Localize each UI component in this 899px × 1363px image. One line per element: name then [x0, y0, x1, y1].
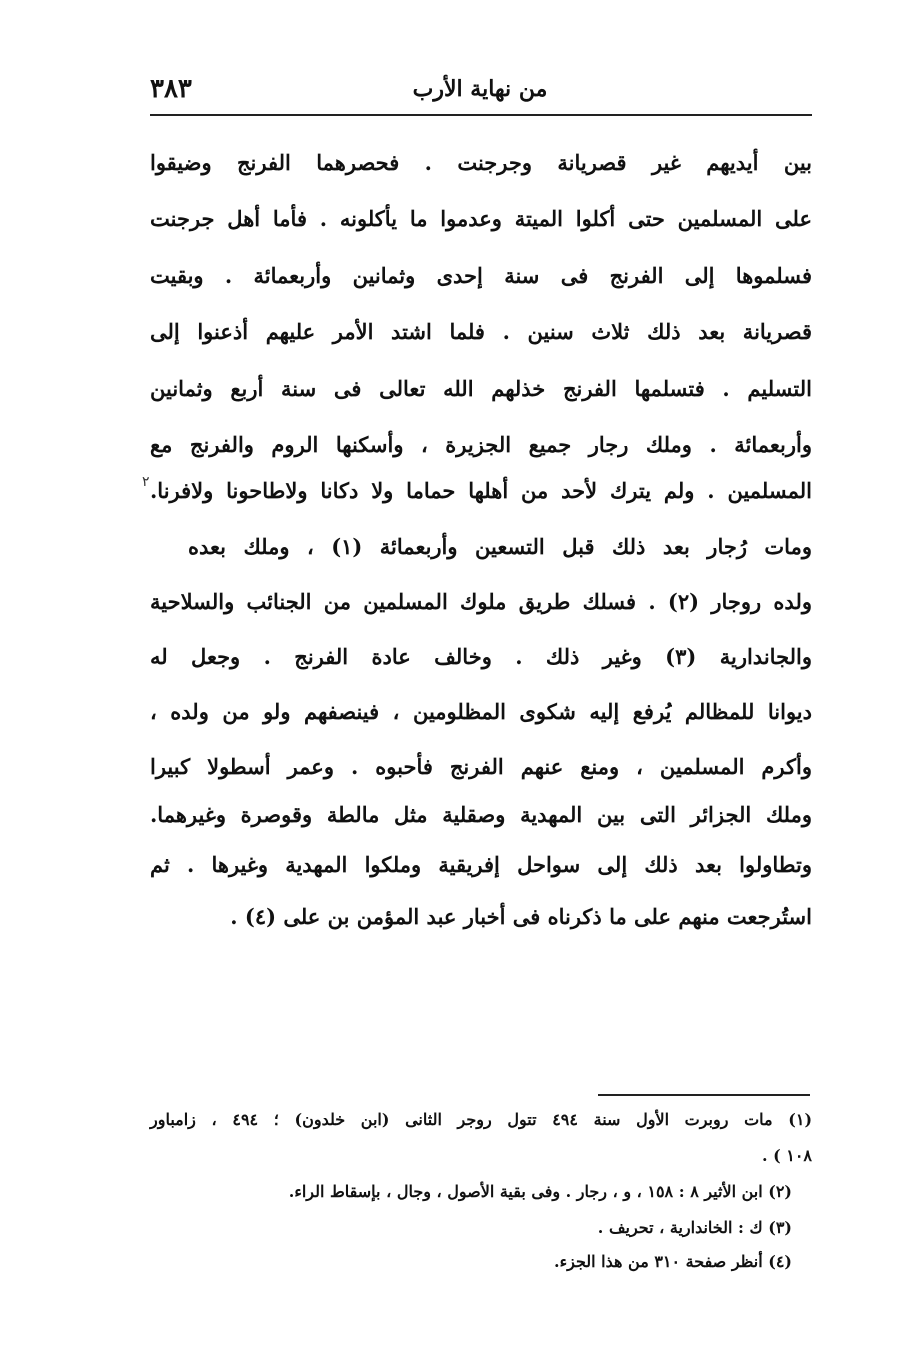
- body-line: على المسلمين حتى أكلوا الميتة وعدموا ما يأكلونه . فأما أهل جرجنت: [150, 206, 812, 231]
- body-line: قصريانة بعد ذلك ثلاث سنين . فلما اشتد الأمر عليهم أذعنوا إلى: [150, 319, 812, 344]
- footnote: ١٠٨ ) .: [761, 1146, 812, 1165]
- body-line: بين أيديهم غير قصريانة وجرجنت . فحصرهما الفرنج وضيقوا: [150, 150, 812, 175]
- body-line: استُرجعت منهم على ما ذكرناه فى أخبار عبد المؤمن بن على (٤) .: [230, 904, 812, 929]
- body-line: وتطاولوا بعد ذلك إلى سواحل إفريقية وملكوا المهدية وغيرها . ثم: [150, 852, 812, 877]
- footnote: (٢) ابن الأثير ٨ : ١٥٨ ، و ، رجار . وفى بقية الأصول ، وجال ، بإسقاط الراء.: [288, 1182, 792, 1201]
- page-number: ٣٨٣: [150, 74, 192, 104]
- body-line: المسلمين . ولم يترك لأحد من أهلها حماما ولا دكانا ولاطاحونا ولافرنا.: [150, 478, 812, 503]
- page-header: [150, 72, 810, 112]
- body-line: وملك الجزائر التى بين المهدية وصقلية مثل مالطة وقوصرة وغيرهما.: [150, 802, 812, 827]
- margin-mark: ٢: [142, 474, 150, 490]
- footnote: (٤) أنظر صفحة ٣١٠ من هذا الجزء.: [554, 1252, 792, 1271]
- body-line: ديوانا للمظالم يُرفع إليه شكوى المظلومين ، فينصفهم ولو من ولده ،: [150, 699, 812, 724]
- footnote-rule: [598, 1094, 810, 1096]
- body-line: والجاندارية (٣) وغير ذلك . وخالف عادة الفرنج . وجعل له: [150, 644, 813, 669]
- header-rule: [150, 114, 812, 116]
- body-line: ومات رُجار بعد ذلك قبل التسعين وأربعمائة (١) ، وملك بعده: [188, 534, 812, 559]
- body-line: وأربعمائة . وملك رجار جميع الجزيرة ، وأسكنها الروم والفرنج مع: [150, 432, 812, 457]
- body-line: وأكرم المسلمين ، ومنع عنهم الفرنج فأحبوه . وعمر أسطولا كبيرا: [150, 754, 812, 779]
- body-line: التسليم . فتسلمها الفرنج خذلهم الله تعالى فى سنة أربع وثمانين: [150, 376, 812, 401]
- running-title: من نهاية الأرب: [412, 76, 548, 102]
- body-line: فسلموها إلى الفرنج فى سنة إحدى وثمانين وأربعمائة . وبقيت: [150, 263, 812, 288]
- footnote: (١) مات روبرت الأول سنة ٤٩٤ تتول روجر الثانى (ابن خلدون) ؛ ٤٩٤ ، زامباور: [150, 1110, 813, 1129]
- body-line: ولده روجار (٢) . فسلك طريق ملوك المسلمين من الجنائب والسلاحية: [150, 589, 812, 614]
- footnote: (٣) ك : الخاندارية ، تحريف .: [597, 1218, 792, 1237]
